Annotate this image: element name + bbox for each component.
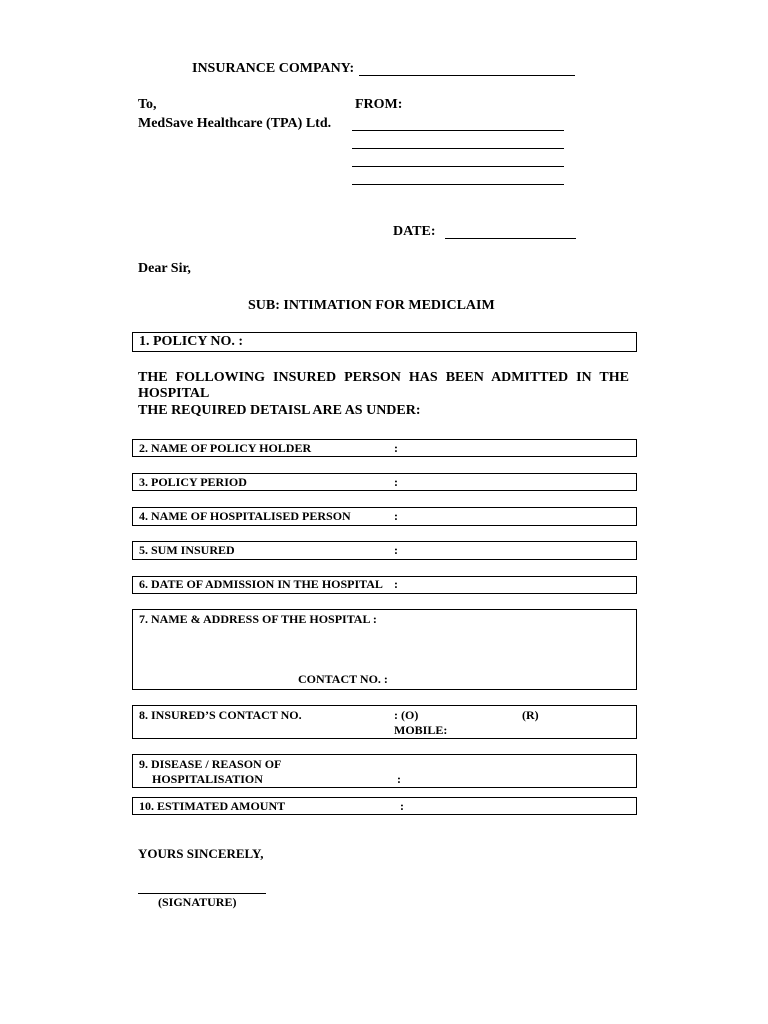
from-label: FROM: xyxy=(355,97,403,112)
field-colon: : xyxy=(394,577,398,591)
yours-sincerely: YOURS SINCERELY, xyxy=(138,846,264,861)
field-estimated-amount-label: 10. ESTIMATED AMOUNT xyxy=(139,799,286,813)
intro-line-3: THE REQUIRED DETAISL ARE AS UNDER: xyxy=(138,403,421,418)
from-blank-line-4[interactable] xyxy=(352,184,564,185)
field-hospitalised-person-label: 4. NAME OF HOSPITALISED PERSON xyxy=(139,509,351,523)
salutation: Dear Sir, xyxy=(138,261,191,276)
signature-line[interactable] xyxy=(138,893,266,894)
to-company: MedSave Healthcare (TPA) Ltd. xyxy=(138,116,332,131)
field-residence-phone-label: (R) xyxy=(522,708,539,722)
field-sum-insured[interactable] xyxy=(132,541,637,560)
field-policy-period-label: 3. POLICY PERIOD xyxy=(139,475,247,489)
field-policy-period[interactable] xyxy=(132,473,637,491)
intro-line-1: THE FOLLOWING INSURED PERSON HAS BEEN ADMITTED IN THE xyxy=(138,370,629,385)
field-disease-reason-label-2: HOSPITALISATION xyxy=(152,772,263,786)
policy-no-box[interactable] xyxy=(132,332,637,352)
field-hospital-address-label: 7. NAME & ADDRESS OF THE HOSPITAL : xyxy=(139,612,377,626)
field-office-phone-label: : (O) xyxy=(394,708,419,722)
insurance-company-blank[interactable] xyxy=(359,75,575,76)
subject: SUB: INTIMATION FOR MEDICLAIM xyxy=(248,298,495,313)
intro-line-2: HOSPITAL xyxy=(138,386,210,401)
field-date-of-admission[interactable] xyxy=(132,576,637,594)
field-disease-reason[interactable] xyxy=(132,754,637,788)
field-insured-contact-label: 8. INSURED’S CONTACT NO. xyxy=(139,708,302,722)
field-colon: : xyxy=(394,509,398,523)
from-blank-line-3[interactable] xyxy=(352,166,564,167)
date-blank[interactable] xyxy=(445,238,576,239)
field-policy-holder-label: 2. NAME OF POLICY HOLDER xyxy=(139,441,312,455)
from-blank-line-2[interactable] xyxy=(352,148,564,149)
to-label: To, xyxy=(138,97,157,112)
field-hospital-contact-label: CONTACT NO. : xyxy=(298,672,388,686)
field-colon: : xyxy=(397,772,401,786)
field-colon: : xyxy=(394,441,398,455)
field-colon: : xyxy=(394,543,398,557)
field-date-of-admission-label: 6. DATE OF ADMISSION IN THE HOSPITAL xyxy=(139,577,383,591)
field-hospitalised-person[interactable] xyxy=(132,507,637,526)
from-blank-line-1[interactable] xyxy=(352,130,564,131)
field-sum-insured-label: 5. SUM INSURED xyxy=(139,543,235,557)
field-colon: : xyxy=(394,475,398,489)
field-policy-holder[interactable] xyxy=(132,439,637,457)
policy-no-label: 1. POLICY NO. : xyxy=(139,334,244,349)
field-estimated-amount[interactable] xyxy=(132,797,637,815)
field-hospital-address[interactable] xyxy=(132,609,637,690)
field-mobile-label: MOBILE: xyxy=(394,723,448,737)
field-colon: : xyxy=(400,799,404,813)
field-insured-contact[interactable] xyxy=(132,705,637,739)
field-disease-reason-label-1: 9. DISEASE / REASON OF xyxy=(139,757,282,771)
date-label: DATE: xyxy=(393,224,436,239)
signature-label: (SIGNATURE) xyxy=(158,895,237,909)
insurance-company-label: INSURANCE COMPANY: xyxy=(192,61,355,76)
